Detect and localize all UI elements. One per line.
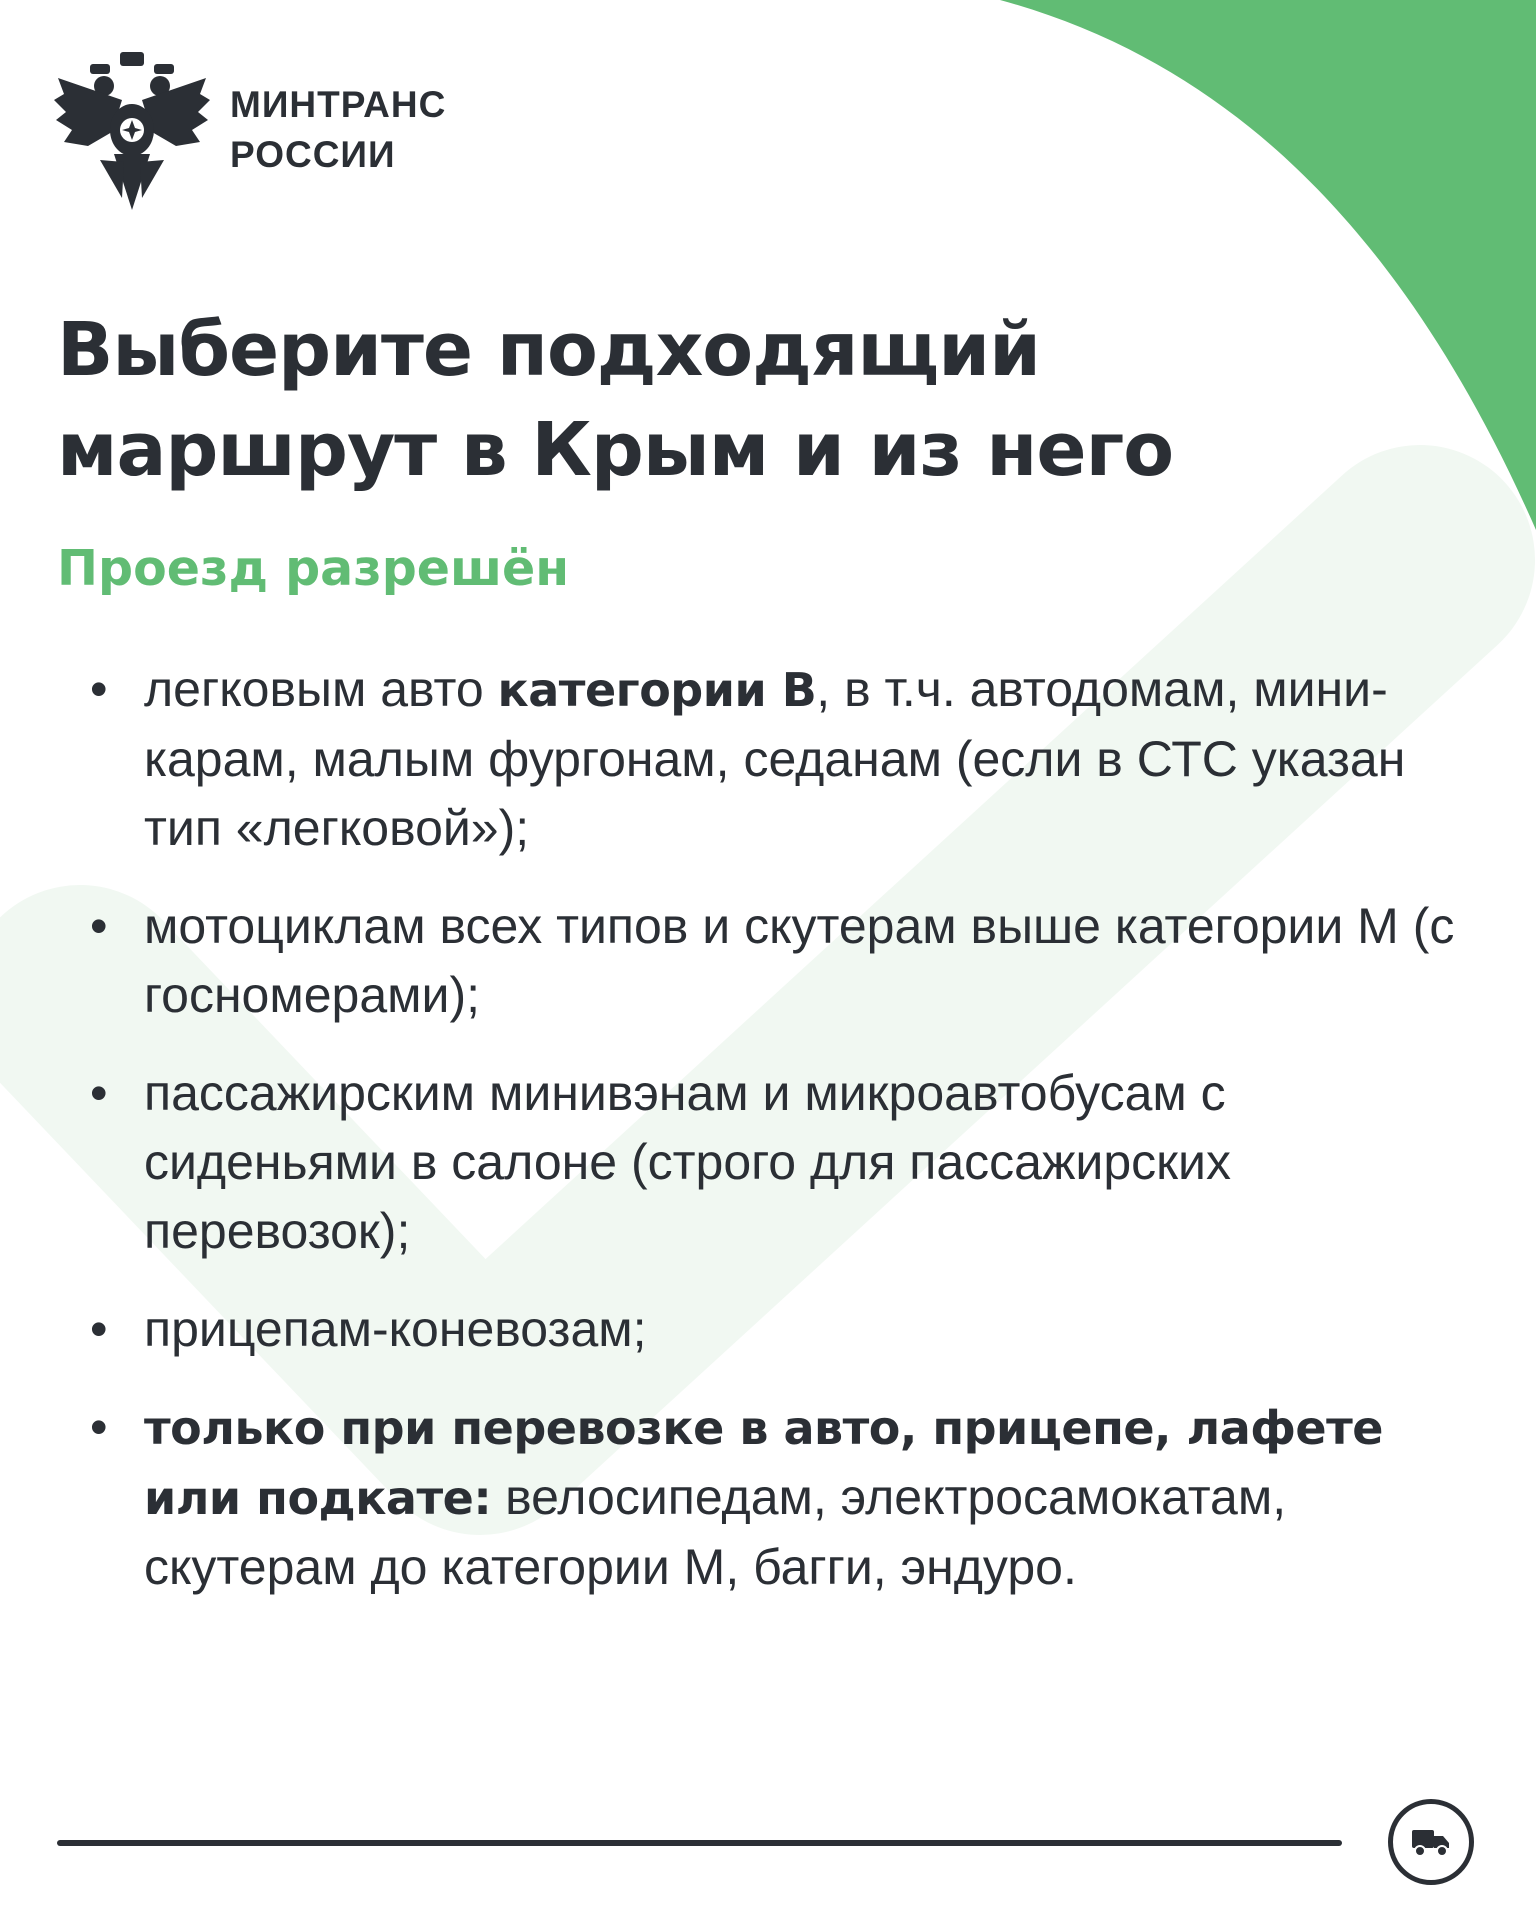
list-item-bold: только при перевозке в авто, прицепе, лафете или подкате: [144,1401,1383,1525]
list-item-text: мотоциклам всех типов и скутерам выше категории М (с госномерами); [144,898,1455,1023]
truck-button[interactable] [1388,1799,1474,1885]
bullet-icon: • [90,898,108,954]
bullet-icon: • [90,1399,108,1455]
list-item-text: прицепам-коневозам; [144,1301,647,1357]
list-item [88,1059,1468,1266]
list-item-text-tail: велосипедам, электросамокатам, скутерам до категории М, багги, эндуро. [144,1469,1287,1595]
list-item [88,1393,1468,1602]
list-item-text-tail: , в т.ч. автодомам, мини-карам, малым фургонам, седанам (если в СТС указан тип «легковой»); [144,661,1406,856]
double-headed-eagle-emblem-icon [52,50,212,210]
ministry-logo [52,50,446,210]
truck-icon [1410,1826,1452,1858]
list-item [88,1295,1468,1364]
page-title [57,300,1357,500]
list-item [88,892,1468,1030]
ministry-name-line1: МИНТРАНС [230,84,447,125]
ministry-name-line2: РОССИИ [230,134,396,175]
page-title-line1: Выберите подходящий [57,307,1040,393]
bullet-icon: • [90,661,108,717]
page-title-line2: маршрут в Крым и из него [57,407,1174,493]
list-item [88,655,1468,863]
bullet-icon: • [90,1301,108,1357]
list-item-text: легковым авто [144,661,498,717]
ministry-name [230,80,446,180]
bullet-icon: • [90,1065,108,1121]
footer-divider [57,1840,1342,1846]
allowed-vehicles-list [88,655,1468,1631]
list-item-bold: категории B [497,663,817,717]
section-subtitle: Проезд разрешён [57,540,570,597]
list-item-text: пассажирским минивэнам и микроавтобусам с сиденьями в салоне (строго для пассажирских перевозок); [144,1065,1231,1259]
